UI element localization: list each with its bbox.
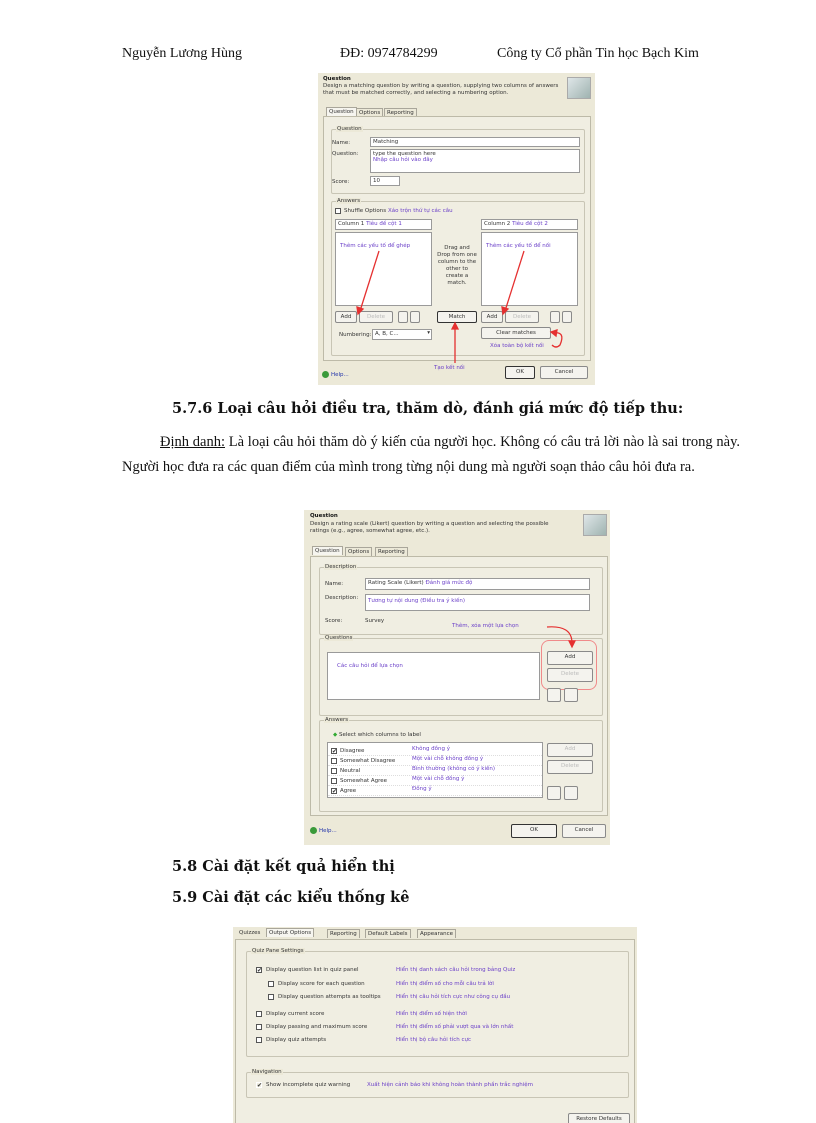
definition-paragraph xyxy=(122,430,740,480)
tab-quizzes[interactable]: Quizzes xyxy=(239,930,261,936)
help-link[interactable] xyxy=(310,827,337,834)
cancel-button[interactable]: Cancel xyxy=(540,366,588,379)
highlight-circle xyxy=(541,640,597,690)
name-label: Name: xyxy=(325,581,344,587)
dialog-desc: ratings (e.g., agree, somewhat agree, etc.). xyxy=(310,528,430,534)
score-stepper[interactable]: 10 xyxy=(370,176,400,186)
header-phone: ĐĐ: 0974784299 xyxy=(340,46,438,61)
group-label: Quiz Pane Settings xyxy=(252,948,304,954)
answer-note: Đồng ý xyxy=(412,786,432,792)
dialog-desc: Design a matching question by writing a question, supplying two columns of answers xyxy=(323,83,559,89)
score-label: Score: xyxy=(332,179,350,185)
question-delete-button[interactable]: Delete xyxy=(547,668,593,682)
question-text: type the question here xyxy=(373,151,436,157)
column1-label: Column 1 xyxy=(338,221,365,227)
group-label: Question xyxy=(337,126,362,132)
move-down-button[interactable] xyxy=(564,688,578,702)
restore-defaults-button[interactable]: Restore Defaults xyxy=(568,1113,630,1123)
answer-label: Agree xyxy=(340,788,357,794)
score-value: Survey xyxy=(365,618,385,624)
answer-label: Somewhat Agree xyxy=(340,778,388,784)
option-checkbox[interactable] xyxy=(256,1037,262,1043)
name-input[interactable] xyxy=(365,578,590,590)
score-label: Score: xyxy=(325,618,343,624)
select-columns-text: Select which columns to label xyxy=(338,732,421,738)
group-label: Description xyxy=(325,564,357,570)
tab-options[interactable]: Options xyxy=(356,108,383,117)
definition-text: Là loại câu hỏi thăm dò ý kiến của người học. Không có câu trả lời nào là sai trong này. Người học đưa ra các quan điểm của mình trong từng nội dung mà người soạn thảo câu hỏi đưa ra. xyxy=(122,434,740,475)
diamond-icon: ◆ xyxy=(333,732,338,738)
move-down-button[interactable] xyxy=(564,786,578,800)
ok-button[interactable]: OK xyxy=(505,366,535,379)
answer-note: Một vài chỗ không đồng ý xyxy=(412,756,484,762)
answer-checkbox[interactable] xyxy=(331,768,337,774)
tab-reporting[interactable]: Reporting xyxy=(327,929,360,938)
section-59-heading: 5.9 Cài đặt các kiểu thống kê xyxy=(172,889,410,906)
column1-note: Tiêu đề cột 1 xyxy=(366,221,402,227)
cancel-button[interactable]: Cancel xyxy=(562,824,606,838)
numbering-label: Numbering: xyxy=(339,332,372,338)
answer-checkbox[interactable]: ✔ xyxy=(332,788,338,795)
description-input[interactable]: Tương tự nội dung (Điều tra ý kiến) xyxy=(365,594,590,611)
answer-row[interactable] xyxy=(328,756,542,766)
matching-question-dialog xyxy=(318,73,595,385)
tab-default-labels[interactable]: Default Labels xyxy=(365,929,411,938)
numbering-select[interactable] xyxy=(372,329,432,340)
tab-output-options[interactable]: Output Options xyxy=(266,928,314,937)
option-label: Display score for each question xyxy=(278,981,365,987)
move-down-button[interactable] xyxy=(410,311,420,323)
header-company: Công ty Cổ phần Tin học Bạch Kim xyxy=(497,46,699,61)
answer-checkbox[interactable]: ✔ xyxy=(332,748,338,755)
dialog-desc: Design a rating scale (Likert) question by writing a question and selecting the possible xyxy=(310,521,549,527)
column2-delete-button[interactable]: Delete xyxy=(505,311,539,323)
column2-note: Tiêu đề cột 2 xyxy=(512,221,548,227)
group-label: Answers xyxy=(337,198,361,204)
answer-row[interactable] xyxy=(328,786,542,796)
group-label: Questions xyxy=(325,635,353,641)
match-note: Tạo kết nối xyxy=(434,365,465,371)
ok-button[interactable]: OK xyxy=(511,824,557,838)
definition-term: Định danh: xyxy=(160,434,225,450)
name-label: Name: xyxy=(332,140,351,146)
option-note: Hiển thị điểm số hiện thời xyxy=(396,1011,467,1017)
option-label: Display quiz attempts xyxy=(266,1037,327,1043)
help-label: Help... xyxy=(319,828,337,834)
section-576-heading: 5.7.6 Loại câu hỏi điều tra, thăm dò, đánh giá mức độ tiếp thu: xyxy=(172,400,684,417)
option-note: Hiển thị câu hỏi tích cực như công cụ đầu xyxy=(396,994,511,1000)
name-value: Rating Scale (Likert) xyxy=(368,580,424,586)
column1-list[interactable] xyxy=(335,232,432,306)
column2-label: Column 2 xyxy=(484,221,511,227)
shuffle-note: Xáo trộn thứ tự các câu xyxy=(388,208,453,214)
move-up-button[interactable] xyxy=(550,311,560,323)
option-checkbox[interactable] xyxy=(268,981,274,987)
option-note: Hiển thị điểm số cho mỗi câu trả lời xyxy=(396,981,494,987)
question-type-icon xyxy=(583,514,607,536)
option-note: Hiển thị danh sách câu hỏi trong bảng Quiz xyxy=(396,967,516,973)
move-up-button[interactable] xyxy=(398,311,408,323)
dialog-title: Question xyxy=(310,513,338,519)
option-label: Display question attempts as tooltips xyxy=(278,994,381,1000)
answer-note: Không đồng ý xyxy=(412,746,451,752)
option-label: Display current score xyxy=(266,1011,325,1017)
option-note: Hiển thị điểm số phải vượt qua và lớn nhất xyxy=(396,1024,514,1030)
answer-row[interactable] xyxy=(328,746,542,756)
group-label: Navigation xyxy=(252,1069,282,1075)
chevron-down-icon: ▾ xyxy=(427,330,430,336)
column1-note: Thêm các yếu tố để ghép xyxy=(340,243,411,249)
option-checkbox[interactable] xyxy=(256,1024,262,1030)
tab-reporting[interactable]: Reporting xyxy=(375,547,408,556)
column2-list[interactable] xyxy=(481,232,578,306)
option-note: Hiển thị bộ câu hỏi tích cực xyxy=(396,1037,472,1043)
drag-drop-hint: Drag and Drop from one column to the other to create a match. xyxy=(437,245,477,286)
answer-label: Somewhat Disagree xyxy=(340,758,396,764)
question-add-button[interactable]: Add xyxy=(547,651,593,665)
move-up-button[interactable] xyxy=(547,786,561,800)
tab-question[interactable]: Question xyxy=(312,546,343,555)
help-icon xyxy=(310,827,317,834)
column2-add-button[interactable]: Add xyxy=(481,311,503,323)
nav-warning-label: Show incomplete quiz warning xyxy=(266,1082,351,1088)
column1-add-button[interactable]: Add xyxy=(335,311,357,323)
dialog-title: Question xyxy=(323,76,351,82)
question-label: Question: xyxy=(332,151,359,157)
tab-question[interactable]: Question xyxy=(326,107,357,116)
answer-delete-button[interactable]: Delete xyxy=(547,760,593,774)
group-label: Answers xyxy=(325,717,349,723)
numbering-value: A, B, C... xyxy=(375,331,399,337)
option-label: Display question list in quiz panel xyxy=(266,967,359,973)
help-icon xyxy=(322,371,329,378)
answer-row[interactable] xyxy=(328,766,542,776)
nav-warning-checkbox[interactable]: ✔ xyxy=(257,1082,263,1089)
answers-list[interactable] xyxy=(327,742,543,798)
dialog-desc: that must be matched correctly, and selecting a numbering option. xyxy=(323,90,509,96)
name-input[interactable]: Matching xyxy=(370,137,580,147)
column2-header-input[interactable] xyxy=(481,219,578,230)
help-label: Help... xyxy=(331,372,349,378)
answer-add-button[interactable]: Add xyxy=(547,743,593,757)
answer-note: Bình thường (không có ý kiến) xyxy=(412,766,496,772)
select-columns-label xyxy=(333,732,421,738)
description-label: Description: xyxy=(325,595,359,601)
answer-note: Một vài chỗ đồng ý xyxy=(412,776,465,782)
rating-scale-dialog xyxy=(304,510,610,845)
tab-reporting[interactable]: Reporting xyxy=(384,108,417,117)
output-options-dialog xyxy=(233,927,637,1123)
clear-matches-button[interactable]: Clear matches xyxy=(481,327,551,339)
option-checkbox[interactable] xyxy=(268,994,274,1000)
header-author: Nguyễn Lương Hùng xyxy=(122,46,242,61)
questions-list[interactable] xyxy=(327,652,540,700)
option-label: Display passing and maximum score xyxy=(266,1024,368,1030)
answer-checkbox[interactable] xyxy=(331,758,337,764)
column1-header-input[interactable] xyxy=(335,219,432,230)
move-down-button[interactable] xyxy=(562,311,572,323)
option-checkbox[interactable] xyxy=(256,1011,262,1017)
help-link[interactable] xyxy=(322,371,349,378)
shuffle-label: Shuffle Options xyxy=(344,208,387,214)
name-note: Đánh giá mức độ xyxy=(425,580,473,586)
questions-note: Các câu hỏi để lựa chọn xyxy=(337,663,403,669)
answer-label: Disagree xyxy=(340,748,365,754)
answer-checkbox[interactable] xyxy=(331,778,337,784)
option-checkbox[interactable]: ✔ xyxy=(257,967,263,974)
question-type-icon xyxy=(567,77,591,99)
answer-row[interactable] xyxy=(328,776,542,786)
clear-note: Xóa toàn bộ kết nối xyxy=(490,343,544,349)
column1-delete-button[interactable]: Delete xyxy=(359,311,393,323)
tab-appearance[interactable]: Appearance xyxy=(417,929,456,938)
tab-options[interactable]: Options xyxy=(345,547,372,556)
move-up-button[interactable] xyxy=(547,688,561,702)
nav-warning-note: Xuất hiện cảnh báo khi không hoàn thành phần trắc nghiệm xyxy=(367,1082,534,1088)
section-58-heading: 5.8 Cài đặt kết quả hiển thị xyxy=(172,858,395,875)
column2-note: Thêm các yếu tố để nối xyxy=(486,243,551,249)
match-button[interactable]: Match xyxy=(437,311,477,323)
question-input[interactable] xyxy=(370,149,580,173)
question-note: Nhập câu hỏi vào đây xyxy=(373,157,433,163)
answer-label: Neutral xyxy=(340,768,361,774)
shuffle-checkbox[interactable] xyxy=(335,208,341,214)
add-delete-note: Thêm, xóa một lựa chọn xyxy=(452,623,519,629)
